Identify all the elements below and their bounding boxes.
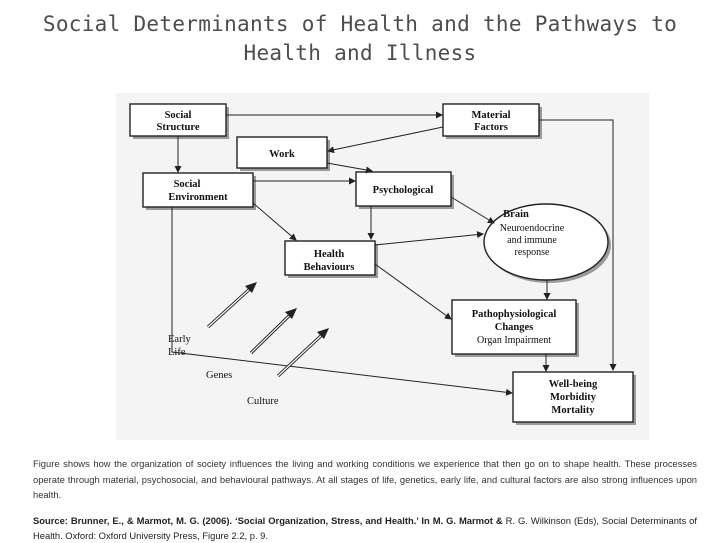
arrow-environment-to-behaviours xyxy=(253,203,296,240)
source-citation-rest: R. G. Wilkinson (Eds), Social Determinants of Health. Oxford: Oxford University Press, Figure 2.2, p. 9. xyxy=(33,515,698,541)
slide-title xyxy=(0,10,720,68)
label-wellbeing-1: Well-being xyxy=(548,379,598,390)
label-life: Life xyxy=(168,347,186,358)
culture-arrow xyxy=(278,328,329,376)
early-life-arrow xyxy=(208,282,257,327)
label-patho-2: Changes xyxy=(494,322,534,333)
figure-caption: Figure shows how the organization of society influences the living and working conditions we experience that then go on to shape health. These processes operate through material, psychosocial, and behavioural pathways. At all stages of life, genetics, early life, and cultural factors are also strong influences upon health. xyxy=(33,458,697,500)
label-brain-2: Neuroendocrine xyxy=(499,223,565,234)
source-citation xyxy=(33,514,697,543)
label-early: Early xyxy=(168,334,191,345)
label-social-structure-2: Structure xyxy=(156,122,200,133)
label-brain: Brain xyxy=(503,209,529,220)
label-patho-3: Organ Impairment xyxy=(477,335,551,346)
pathways-diagram-svg xyxy=(116,93,649,440)
pathways-diagram xyxy=(116,93,649,440)
label-brain-4: response xyxy=(514,247,550,258)
arrow-psychological-to-brain xyxy=(451,197,494,223)
label-health-behaviours-2: Behaviours xyxy=(303,262,355,273)
label-work: Work xyxy=(269,149,295,160)
label-social-environment-2: Environment xyxy=(168,192,228,203)
genes-arrow xyxy=(251,308,297,353)
slide-title-line-2: Health and Illness xyxy=(243,41,477,65)
label-material-factors-2: Factors xyxy=(474,122,508,133)
arrow-behaviours-to-brain xyxy=(375,234,483,245)
label-genes: Genes xyxy=(206,370,233,381)
arrow-work-to-psychological xyxy=(327,163,372,171)
label-wellbeing-3: Mortality xyxy=(551,405,595,416)
label-culture: Culture xyxy=(247,396,279,407)
influence-arrows xyxy=(208,282,329,376)
source-citation-bold: Source: Brunner, E., & Marmot, M. G. (2006). ‘Social Organization, Stress, and Health.’ In M. G. Marmot & xyxy=(33,515,503,526)
label-social-structure-1: Social xyxy=(164,110,192,121)
label-social-environment-1: Social xyxy=(173,179,201,190)
label-psychological: Psychological xyxy=(372,185,434,196)
label-brain-3: and immune xyxy=(507,235,557,246)
arrow-material-to-work xyxy=(328,127,443,151)
label-material-factors-1: Material xyxy=(471,110,511,121)
label-wellbeing-2: Morbidity xyxy=(549,392,597,403)
slide-title-line-1: Social Determinants of Health and the Pathways to xyxy=(42,12,678,36)
label-health-behaviours-1: Health xyxy=(313,249,345,260)
arrow-behaviours-to-patho xyxy=(375,264,451,319)
label-patho-1: Pathophysiological xyxy=(471,309,557,320)
